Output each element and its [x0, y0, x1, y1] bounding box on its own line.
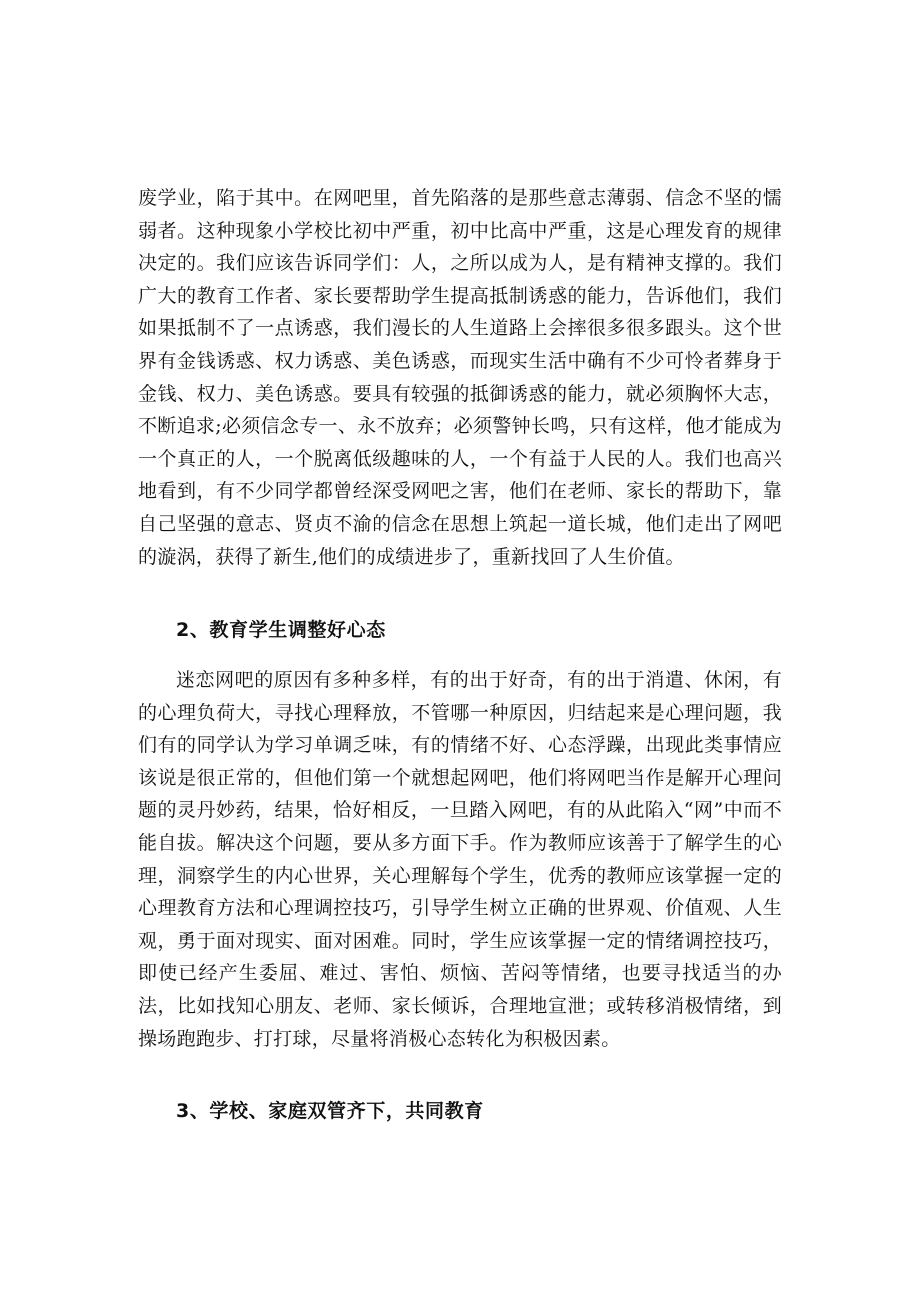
section-3-heading: 3、学校、家庭双管齐下，共同教育 [176, 1100, 484, 1122]
section-2-heading: 2、教育学生调整好心态 [176, 619, 386, 641]
section-2-paragraph: 迷恋网吧的原因有多种多样，有的出于好奇，有的出于消遣、休闲，有的心理负荷大，寻找心理释放，不管哪一种原因，归结起来是心理问题，我们有的同学认为学习单调乏味，有的情绪不好、心态浮躁，出现此类事情应该说是很正常的，但他们第一个就想起网吧，他们将网吧当作是解开心理问题的灵丹妙药，结果，恰好相反，一旦踏入网吧，有的从此陷入“网”中而不能自拔。解决这个问题，要从多方面下手。作为教师应该善于了解学生的心理，洞察学生的内心世界，关心理解每个学生，优秀的教师应该掌握一定的心理教育方法和心理调控技巧，引导学生树立正确的世界观、价值观、人生观，勇于面对现实、面对困难。同时，学生应该掌握一定的情绪调控技巧，即使已经产生委屈、难过、害怕、烦恼、苦闷等情绪，也要寻找适当的办法，比如找知心朋友、老师、家长倾诉，合理地宣泄；或转移消极情绪，到操场跑跑步、打打球，尽量将消极心态转化为积极因素。 [138, 669, 782, 1050]
continuation-paragraph: 废学业，陷于其中。在网吧里，首先陷落的是那些意志薄弱、信念不坚的懦弱者。这种现象小学校比初中严重，初中比高中严重，这是心理发育的规律决定的。我们应该告诉同学们：人，之所以成为人，是有精神支撑的。我们广大的教育工作者、家长要帮助学生提高抵制诱惑的能力，告诉他们，我们如果抵制不了一点诱惑，我们漫长的人生道路上会摔很多很多跟头。这个世界有金钱诱惑、权力诱惑、美色诱惑，而现实生活中确有不少可怜者葬身于金钱、权力、美色诱惑。要具有较强的抵御诱惑的能力，就必须胸怀大志，不断追求;必须信念专一、永不放弃；必须警钟长鸣，只有这样，他才能成为一个真正的人，一个脱离低级趣味的人，一个有益于人民的人。我们也高兴地看到，有不少同学都曾经深受网吧之害，他们在老师、家长的帮助下，靠自己坚强的意志、贤贞不渝的信念在思想上筑起一道长城，他们走出了网吧的漩涡，获得了新生,他们的成绩进步了，重新找回了人生价值。 [138, 187, 782, 568]
